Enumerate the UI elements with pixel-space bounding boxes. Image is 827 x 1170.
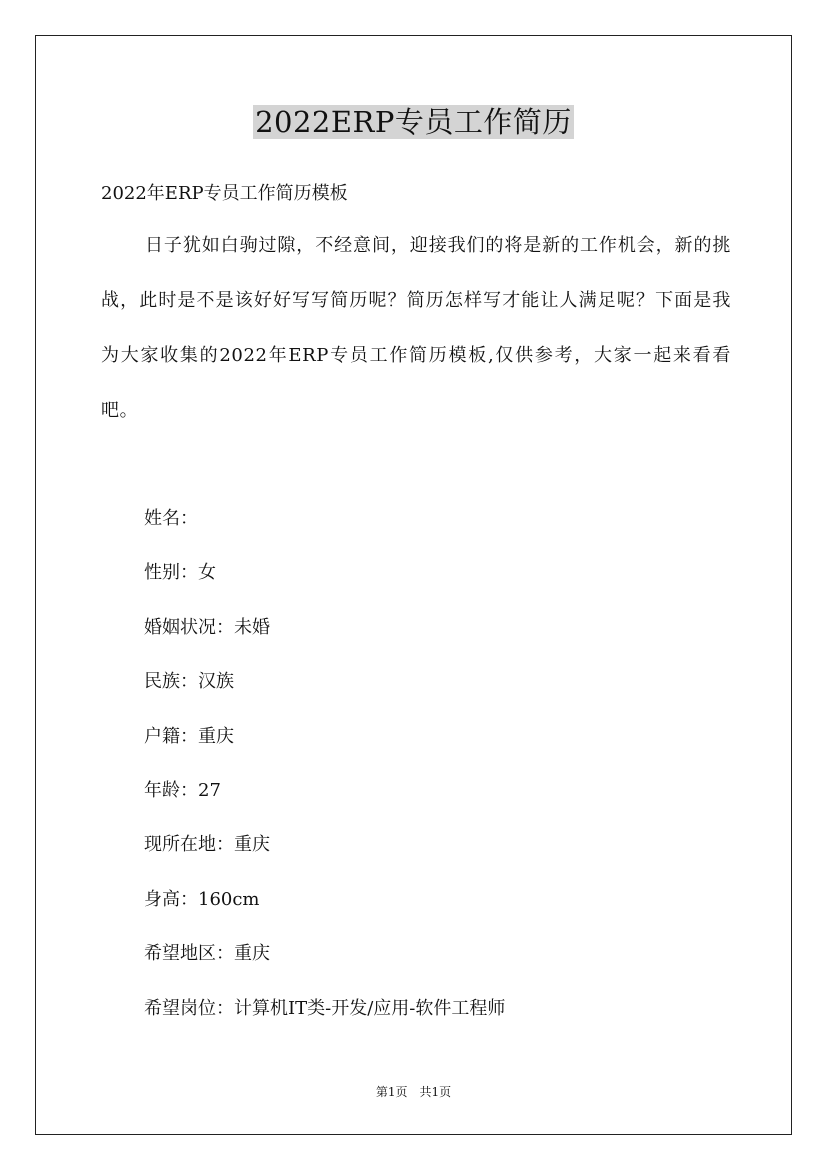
document-subtitle: 2022年ERP专员工作简历模板 (101, 183, 348, 204)
intro-paragraph: 日子犹如白驹过隙，不经意间，迎接我们的将是新的工作机会，新的挑战，此时是不是该好好写写简历呢？简历怎样写才能让人满足呢？下面是我为大家收集的2022年ERP专员工作简历模板,仅供参考，大家一起来看看吧。 (101, 235, 731, 421)
page-total: 共1页 (419, 1085, 452, 1099)
info-desired-position: 希望岗位：计算机IT类-开发/应用-软件工程师 (144, 997, 506, 1019)
info-age: 年龄：27 (144, 779, 221, 801)
info-household-registration: 户籍：重庆 (144, 725, 234, 747)
info-desired-region: 希望地区：重庆 (144, 943, 270, 965)
personal-info-list (144, 500, 505, 1044)
info-gender: 性别：女 (144, 562, 216, 584)
info-height: 身高：160cm (144, 888, 260, 910)
info-name: 姓名： (144, 508, 198, 529)
info-marital-status: 婚姻状况：未婚 (144, 616, 270, 638)
info-current-location: 现所在地：重庆 (144, 834, 270, 856)
page-number: 第1页 (375, 1085, 408, 1099)
page-footer (0, 1082, 827, 1102)
info-ethnicity: 民族：汉族 (144, 671, 234, 693)
document-title (0, 100, 827, 144)
document-title-text: 2022ERP专员工作简历 (255, 105, 572, 139)
